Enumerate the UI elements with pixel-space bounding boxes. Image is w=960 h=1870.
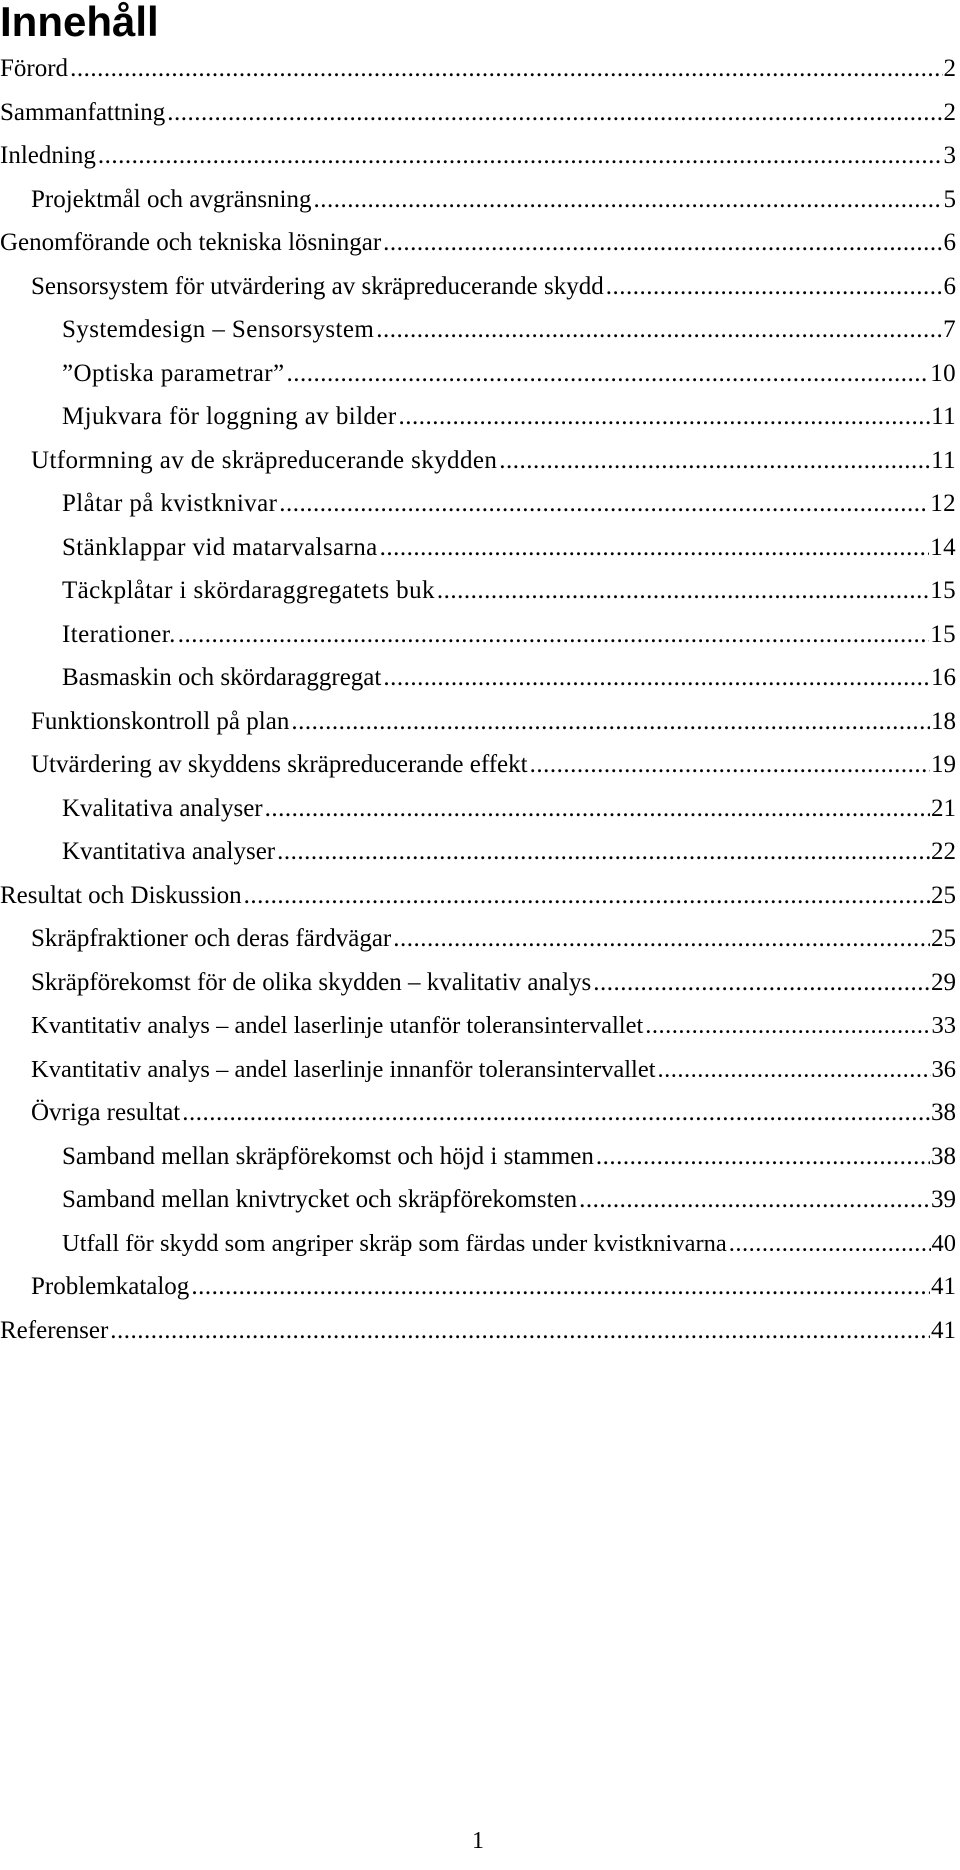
toc-entry[interactable] <box>0 439 956 483</box>
toc-entry-title: Resultat och Diskussion <box>0 881 242 909</box>
toc-entry-page: 21 <box>931 794 956 822</box>
dot-leader <box>606 265 943 309</box>
toc-entry[interactable] <box>0 874 956 918</box>
toc-entry[interactable] <box>0 1222 956 1266</box>
toc-entry-page: 38 <box>931 1142 956 1170</box>
toc-entry-page: 2 <box>943 98 956 126</box>
toc-entry-page: 12 <box>930 490 956 517</box>
toc-entry-title: Samband mellan knivtrycket och skräpförekomsten <box>62 1186 578 1213</box>
dot-leader <box>579 1178 930 1222</box>
toc-entry-page: 19 <box>931 751 956 778</box>
toc-entry-page: 15 <box>930 620 956 648</box>
toc-entry[interactable] <box>0 613 956 657</box>
toc-entry-title: Referenser <box>0 1316 109 1344</box>
toc-entry-title: Kvalitativa analyser <box>62 794 263 822</box>
toc-entry-page: 10 <box>930 359 956 387</box>
dot-leader <box>383 221 942 265</box>
toc-entry-title: Utformning av de skräpreducerande skydden <box>31 446 498 474</box>
toc-entry-title: Täckplåtar i skördaraggregatets buk <box>62 577 435 604</box>
toc-entry-page: 33 <box>931 1012 956 1039</box>
toc-entry[interactable] <box>0 1265 956 1309</box>
toc-entry[interactable] <box>0 91 956 135</box>
dot-leader <box>244 874 930 918</box>
toc-entry-title: Sensorsystem för utvärdering av skräpreducerande skydd <box>31 272 604 300</box>
toc-entry-page: 16 <box>931 664 956 691</box>
toc-entry-page: 7 <box>943 316 956 343</box>
toc-entry[interactable] <box>0 482 956 526</box>
toc-entry-title: Funktionskontroll på plan <box>31 707 290 735</box>
dot-leader <box>376 308 942 352</box>
dot-leader <box>437 569 929 613</box>
dot-leader <box>110 1309 930 1353</box>
toc-entry-title: Utvärdering av skyddens skräpreducerande effekt <box>31 751 528 778</box>
dot-leader <box>593 961 930 1005</box>
toc-entry-title: Projektmål och avgränsning <box>31 185 312 213</box>
dot-leader <box>178 613 929 657</box>
toc-entry-title: Utfall för skydd som angriper skräp som färdas under kvistknivarna <box>62 1229 727 1257</box>
toc-entry-page: 36 <box>931 1055 956 1083</box>
toc-entry-page: 29 <box>931 968 956 996</box>
toc-entry[interactable] <box>0 221 956 265</box>
dot-leader <box>182 1091 930 1135</box>
dot-leader <box>70 47 942 91</box>
toc-entry[interactable] <box>0 1004 956 1048</box>
toc-heading: Innehåll <box>0 0 159 45</box>
toc-entry-page: 41 <box>931 1273 956 1300</box>
toc-entry-page: 14 <box>930 533 956 561</box>
toc-entry[interactable] <box>0 178 956 222</box>
dot-leader <box>277 830 930 874</box>
dot-leader <box>167 91 942 135</box>
toc-entry-page: 5 <box>943 185 956 213</box>
dot-leader <box>530 743 930 787</box>
toc-entry-page: 11 <box>931 403 956 430</box>
toc-entry-page: 25 <box>931 925 956 952</box>
toc-entry-title: Kvantitativa analyser <box>62 838 276 865</box>
toc-entry[interactable] <box>0 1048 956 1092</box>
toc-entry-page: 11 <box>931 446 956 474</box>
toc-entry[interactable] <box>0 1309 956 1353</box>
toc-entry-page: 38 <box>931 1099 956 1126</box>
toc-entry-page: 41 <box>931 1316 956 1344</box>
toc-entry-title: Inledning <box>0 142 96 169</box>
toc-entry[interactable] <box>0 1135 956 1179</box>
toc-entry-title: Problemkatalog <box>31 1273 190 1300</box>
toc-entry-title: Plåtar på kvistknivar <box>62 490 278 517</box>
toc-entry-page: 2 <box>943 55 956 82</box>
toc-entry-title: Systemdesign – Sensorsystem <box>62 316 375 343</box>
toc-entry-title: Kvantitativ analys – andel laserlinje utanför toleransintervallet <box>31 1012 644 1039</box>
toc-entry-title: Sammanfattning <box>0 98 166 126</box>
dot-leader <box>383 656 930 700</box>
toc-entry[interactable] <box>0 265 956 309</box>
toc-entry[interactable] <box>0 700 956 744</box>
dot-leader <box>380 526 930 570</box>
dot-leader <box>279 482 929 526</box>
toc-entry-title: ”Optiska parametrar” <box>62 359 285 387</box>
toc-entry[interactable] <box>0 961 956 1005</box>
dot-leader <box>191 1265 930 1309</box>
toc-entry-title: Iterationer. <box>62 620 176 648</box>
toc-entry-page: 6 <box>943 229 956 256</box>
dot-leader <box>596 1135 930 1179</box>
toc-entry-title: Basmaskin och skördaraggregat <box>62 664 382 691</box>
toc-entry-page: 15 <box>930 577 956 604</box>
toc-entry-title: Skräpförekomst för de olika skydden – kvalitativ analys <box>31 968 592 996</box>
dot-leader <box>265 787 930 831</box>
toc-entry[interactable] <box>0 1091 956 1135</box>
toc-entry[interactable] <box>0 569 956 613</box>
toc-entry-title: Kvantitativ analys – andel laserlinje innanför toleransintervallet <box>31 1055 656 1083</box>
dot-leader <box>286 352 929 396</box>
toc-entry[interactable] <box>0 656 956 700</box>
toc-entry-title: Förord <box>0 55 69 82</box>
toc-entry[interactable] <box>0 47 956 91</box>
table-of-contents <box>0 47 956 1352</box>
toc-entry-page: 39 <box>931 1186 956 1213</box>
toc-entry-page: 3 <box>943 142 956 169</box>
toc-entry[interactable] <box>0 308 956 352</box>
dot-leader <box>291 700 930 744</box>
toc-entry-page: 18 <box>931 707 956 735</box>
dot-leader <box>729 1222 931 1266</box>
toc-entry[interactable] <box>0 526 956 570</box>
dot-leader <box>314 178 943 222</box>
toc-entry-title: Samband mellan skräpförekomst och höjd i stammen <box>62 1142 594 1170</box>
toc-entry[interactable] <box>0 917 956 961</box>
toc-entry-page: 40 <box>931 1229 956 1257</box>
toc-entry[interactable] <box>0 134 956 178</box>
toc-entry[interactable] <box>0 830 956 874</box>
dot-leader <box>393 917 930 961</box>
dot-leader <box>399 395 931 439</box>
toc-entry-title: Stänklappar vid matarvalsarna <box>62 533 378 561</box>
toc-entry-page: 22 <box>931 838 956 865</box>
dot-leader <box>499 439 930 483</box>
dot-leader <box>98 134 943 178</box>
dot-leader <box>645 1004 930 1048</box>
toc-entry-page: 25 <box>931 881 956 909</box>
toc-entry-title: Genomförande och tekniska lösningar <box>0 229 382 256</box>
toc-entry[interactable] <box>0 743 956 787</box>
toc-entry-page: 6 <box>943 272 956 300</box>
toc-entry-title: Övriga resultat <box>31 1099 181 1126</box>
toc-entry-title: Skräpfraktioner och deras färdvägar <box>31 925 392 952</box>
toc-entry[interactable] <box>0 787 956 831</box>
toc-entry[interactable] <box>0 1178 956 1222</box>
toc-entry[interactable] <box>0 352 956 396</box>
dot-leader <box>658 1048 931 1092</box>
toc-entry[interactable] <box>0 395 956 439</box>
toc-entry-title: Mjukvara för loggning av bilder <box>62 403 397 430</box>
page-number: 1 <box>472 1828 484 1854</box>
